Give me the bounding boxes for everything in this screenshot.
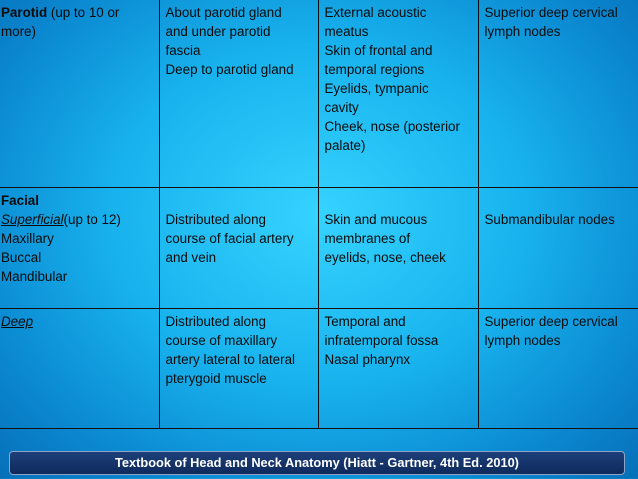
cell-text: Maxillary — [1, 230, 54, 246]
cell-line: Submandibular nodes — [484, 211, 615, 227]
cell-line: Distributed along — [165, 313, 266, 329]
cell-line: infratemporal fossa — [324, 332, 439, 348]
cell-line: lymph nodes — [484, 332, 561, 348]
citation-footer — [9, 451, 625, 475]
cell-node-group — [0, 308, 159, 428]
cell-line: and under parotid — [165, 24, 271, 39]
cell-text: Deep — [1, 313, 34, 329]
cell-line: temporal regions — [324, 62, 425, 77]
citation-text: Textbook of Head and Neck Anatomy (Hiatt - Gartner, 4th Ed. 2010) — [115, 455, 519, 470]
cell-line: pterygoid muscle — [165, 370, 267, 386]
cell-line: Eyelids, tympanic — [324, 81, 429, 96]
cell-location — [159, 0, 318, 187]
cell-line: lymph nodes — [484, 24, 561, 39]
cell-line: and vein — [165, 249, 217, 265]
cell-line — [485, 191, 635, 210]
cell-line: Skin and mucous — [324, 211, 428, 227]
cell-line: cavity — [324, 100, 359, 115]
cell-line — [1, 191, 155, 210]
cell-text: more) — [1, 24, 36, 39]
cell-line: Temporal and — [324, 313, 406, 329]
cell-line — [1, 229, 155, 248]
cell-drainage-area — [318, 308, 478, 428]
cell-line: course of facial artery — [165, 230, 294, 246]
cell-node-group — [0, 0, 159, 187]
cell-efferent — [478, 187, 638, 308]
cell-line — [1, 3, 155, 22]
cell-line: fascia — [165, 43, 201, 58]
cell-line: Superior deep cervical — [484, 5, 618, 20]
cell-text: (up to 12) — [63, 211, 121, 227]
cell-line: palate) — [324, 138, 366, 153]
table-row — [0, 187, 638, 308]
cell-text: Buccal — [1, 249, 42, 265]
cell-line: Skin of frontal and — [324, 43, 433, 58]
cell-text: Mandibular — [1, 268, 68, 284]
cell-line: External acoustic — [324, 5, 427, 20]
cell-line: eyelids, nose, cheek — [324, 249, 446, 265]
cell-line — [325, 191, 474, 210]
cell-drainage-area — [318, 0, 478, 187]
cell-location — [159, 187, 318, 308]
cell-line — [166, 191, 314, 210]
table-row — [0, 308, 638, 428]
cell-line — [1, 267, 155, 286]
cell-line — [1, 22, 155, 41]
cell-line: Deep to parotid gland — [165, 62, 294, 77]
cell-drainage-area — [318, 187, 478, 308]
cell-efferent — [478, 0, 638, 187]
cell-line — [1, 248, 155, 267]
cell-line: Cheek, nose (posterior — [324, 119, 460, 134]
cell-text: Parotid — [1, 5, 48, 20]
cell-efferent — [478, 308, 638, 428]
cell-line — [1, 312, 155, 331]
cell-line: course of maxillary — [165, 332, 278, 348]
cell-line: About parotid gland — [165, 5, 282, 20]
cell-line — [1, 210, 155, 229]
cell-text: Superficial — [1, 211, 64, 227]
table-row — [0, 0, 638, 187]
cell-line: Distributed along — [165, 211, 266, 227]
cell-line: artery lateral to lateral — [165, 351, 295, 367]
cell-line: Nasal pharynx — [324, 351, 411, 367]
cell-text: (up to 10 or — [47, 5, 120, 20]
cell-line: Superior deep cervical — [484, 313, 618, 329]
cell-node-group — [0, 187, 159, 308]
cell-line: membranes of — [324, 230, 411, 246]
cell-line: meatus — [324, 24, 369, 39]
cell-text: Facial — [1, 192, 39, 208]
cell-location — [159, 308, 318, 428]
